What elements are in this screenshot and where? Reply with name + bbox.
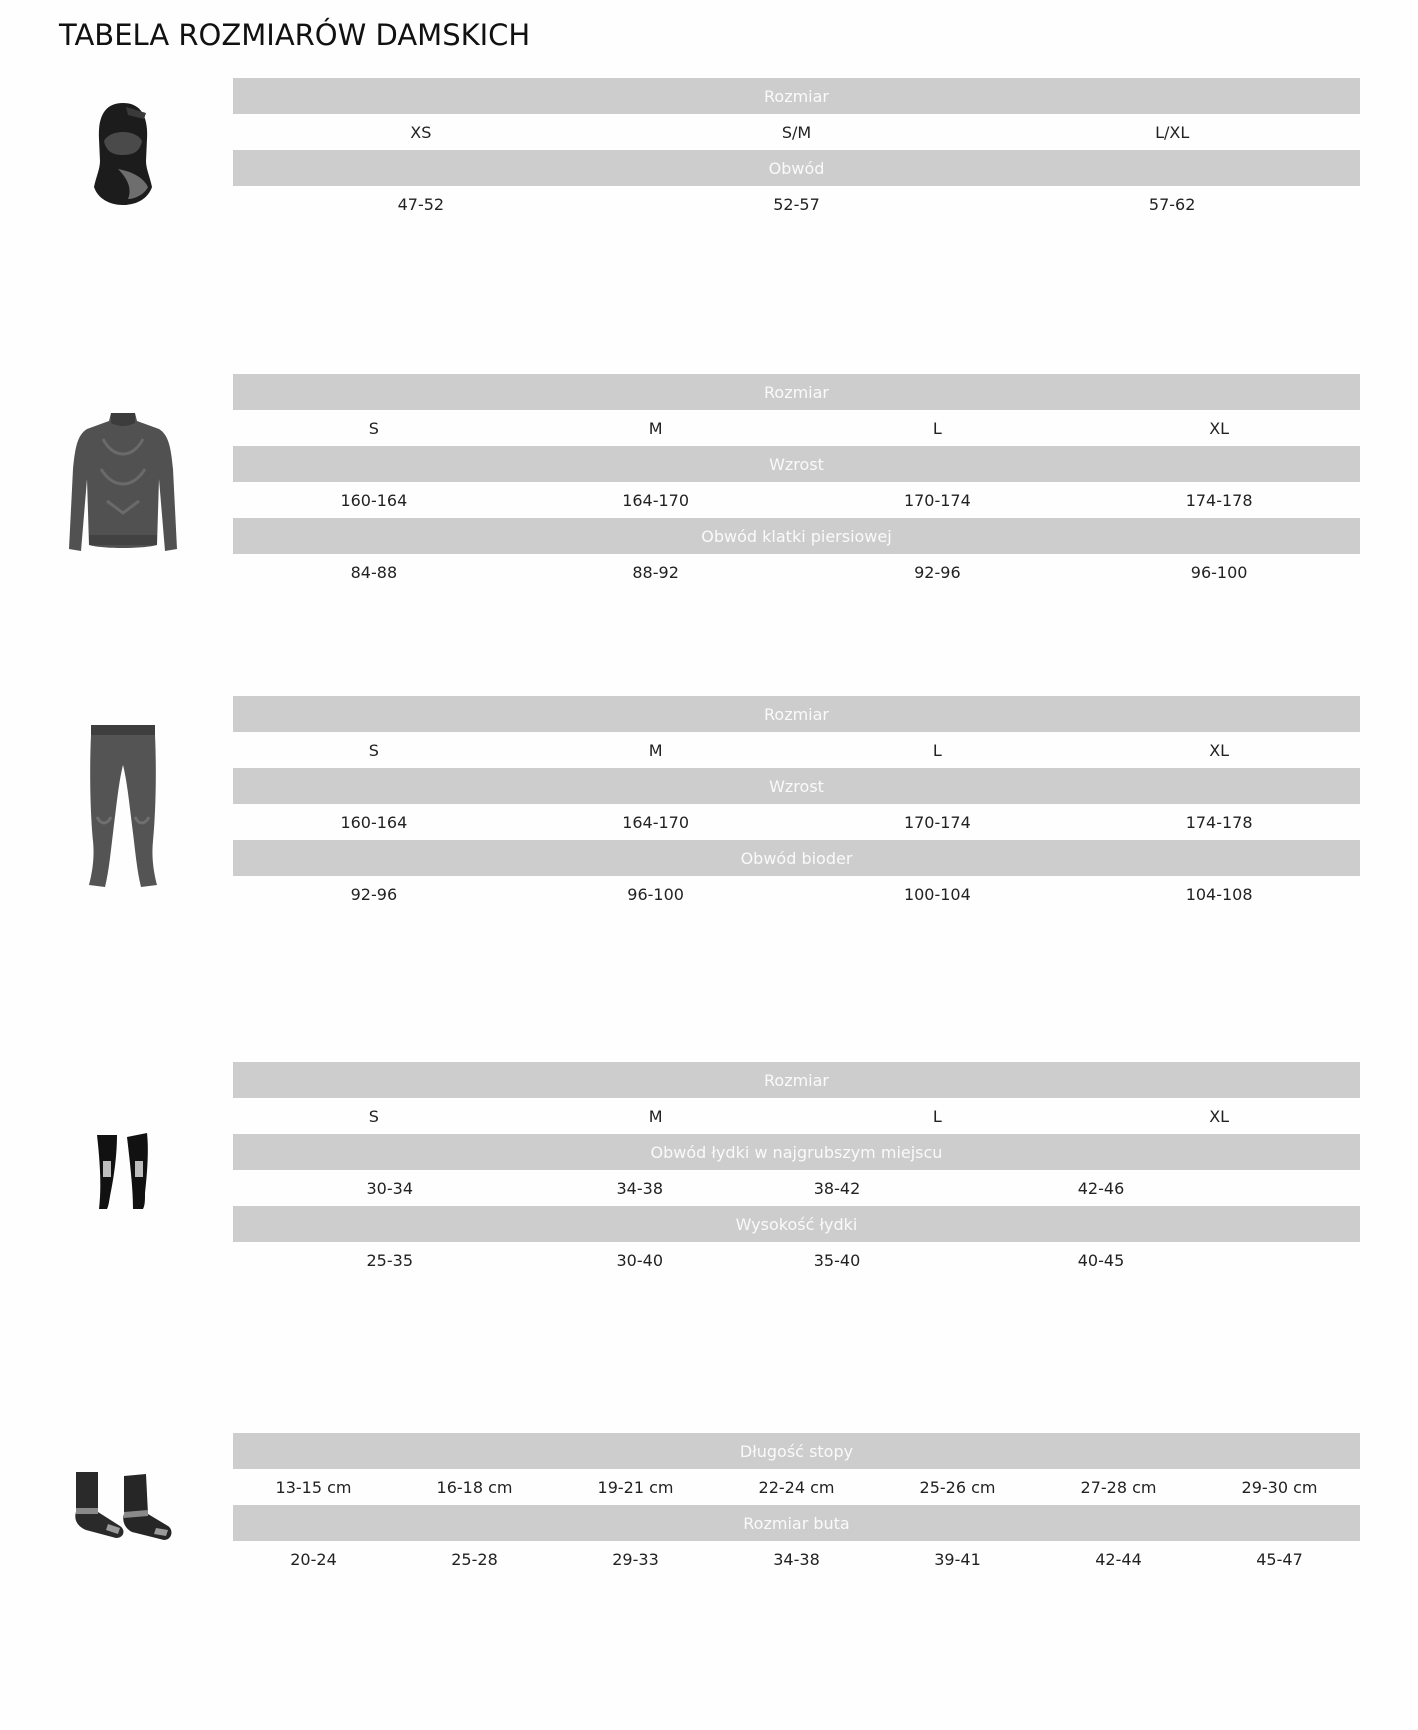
- table-cell: 45-47: [1256, 1549, 1303, 1569]
- table-cell: XL: [1209, 418, 1230, 438]
- table-cell: 20-24: [290, 1549, 337, 1569]
- table-cell: 35-40: [813, 1250, 861, 1270]
- table-cell: 29-30 cm: [1241, 1477, 1318, 1497]
- table-cell: 92-96: [914, 562, 961, 582]
- table-cell: 30-34: [366, 1178, 413, 1198]
- table-header: Długość stopy: [233, 1433, 1360, 1469]
- table-row: [233, 732, 1360, 768]
- table-cell: 38-42: [813, 1178, 861, 1198]
- size-table-calf-sleeves: [233, 1062, 1360, 1278]
- table-row: [233, 1098, 1360, 1134]
- table-cell: 29-33: [612, 1549, 659, 1569]
- size-table-top: [233, 374, 1360, 590]
- table-cell: M: [648, 418, 663, 438]
- table-cell: 170-174: [903, 490, 971, 510]
- calf-sleeves-image: [58, 1128, 188, 1214]
- table-header: Rozmiar: [233, 374, 1360, 410]
- table-row: [233, 186, 1360, 222]
- long-sleeve-top-image: [58, 408, 188, 558]
- page-title: TABELA ROZMIARÓW DAMSKICH: [59, 18, 531, 52]
- table-header: Rozmiar: [233, 78, 1360, 114]
- table-cell: 92-96: [350, 884, 398, 904]
- table-cell: 13-15 cm: [275, 1477, 352, 1497]
- table-cell: 174-178: [1185, 812, 1253, 832]
- table-cell: 34-38: [616, 1178, 663, 1198]
- table-cell: 39-41: [934, 1549, 981, 1569]
- table-cell: 96-100: [1190, 562, 1248, 582]
- table-cell: 27-28 cm: [1080, 1477, 1157, 1497]
- table-cell: XS: [410, 122, 432, 142]
- table-header: Rozmiar: [233, 1062, 1360, 1098]
- table-cell: 164-170: [622, 490, 690, 510]
- balaclava-image: [58, 98, 188, 210]
- table-cell: 34-38: [773, 1549, 820, 1569]
- table-row: [233, 114, 1360, 150]
- table-cell: 57-62: [1148, 194, 1196, 214]
- table-header: Obwód klatki piersiowej: [233, 518, 1360, 554]
- table-header: Rozmiar buta: [233, 1505, 1360, 1541]
- table-row: [233, 410, 1360, 446]
- table-cell: XL: [1209, 740, 1230, 760]
- table-cell: 160-164: [340, 812, 408, 832]
- table-cell: 16-18 cm: [436, 1477, 513, 1497]
- table-cell: 42-44: [1095, 1549, 1142, 1569]
- table-row: [233, 804, 1360, 840]
- table-cell: 174-178: [1185, 490, 1253, 510]
- table-cell: 30-40: [616, 1250, 663, 1270]
- table-row: [233, 1242, 1360, 1278]
- table-row: [233, 876, 1360, 912]
- table-row: [233, 1541, 1360, 1577]
- table-cell: 40-45: [1077, 1250, 1125, 1270]
- table-cell: 25-26 cm: [919, 1477, 996, 1497]
- table-row: [233, 554, 1360, 590]
- table-header: Wysokość łydki: [233, 1206, 1360, 1242]
- table-cell: 42-46: [1077, 1178, 1125, 1198]
- table-cell: 160-164: [340, 490, 408, 510]
- table-cell: S: [368, 1106, 379, 1126]
- table-row: [233, 1170, 1360, 1206]
- table-header: Wzrost: [233, 768, 1360, 804]
- table-cell: 19-21 cm: [597, 1477, 674, 1497]
- table-cell: L: [932, 1106, 942, 1126]
- table-row: [233, 482, 1360, 518]
- socks-image: [58, 1466, 188, 1546]
- table-header: Rozmiar: [233, 696, 1360, 732]
- table-cell: 170-174: [903, 812, 971, 832]
- table-cell: 22-24 cm: [758, 1477, 835, 1497]
- table-cell: L: [932, 418, 942, 438]
- table-header: Obwód: [233, 150, 1360, 186]
- table-cell: M: [648, 740, 663, 760]
- table-header: Wzrost: [233, 446, 1360, 482]
- table-cell: L: [932, 740, 942, 760]
- table-cell: S: [368, 740, 379, 760]
- leggings-image: [58, 720, 188, 890]
- table-cell: 104-108: [1185, 884, 1253, 904]
- table-cell: M: [648, 1106, 663, 1126]
- table-header: Obwód łydki w najgrubszym miejscu: [233, 1134, 1360, 1170]
- table-cell: S: [368, 418, 379, 438]
- table-cell: XL: [1209, 1106, 1230, 1126]
- size-table-balaclava: [233, 78, 1360, 222]
- table-cell: S/M: [781, 122, 812, 142]
- size-table-socks: [233, 1433, 1360, 1577]
- table-cell: 96-100: [627, 884, 684, 904]
- table-cell: 52-57: [773, 194, 820, 214]
- table-cell: 84-88: [350, 562, 398, 582]
- table-cell: 88-92: [632, 562, 679, 582]
- table-cell: 164-170: [622, 812, 690, 832]
- table-header: Obwód bioder: [233, 840, 1360, 876]
- size-table-leggings: [233, 696, 1360, 912]
- table-cell: 47-52: [397, 194, 445, 214]
- table-cell: L/XL: [1155, 122, 1190, 142]
- table-cell: 25-28: [451, 1549, 498, 1569]
- table-row: [233, 1469, 1360, 1505]
- table-cell: 25-35: [366, 1250, 413, 1270]
- table-cell: 100-104: [903, 884, 971, 904]
